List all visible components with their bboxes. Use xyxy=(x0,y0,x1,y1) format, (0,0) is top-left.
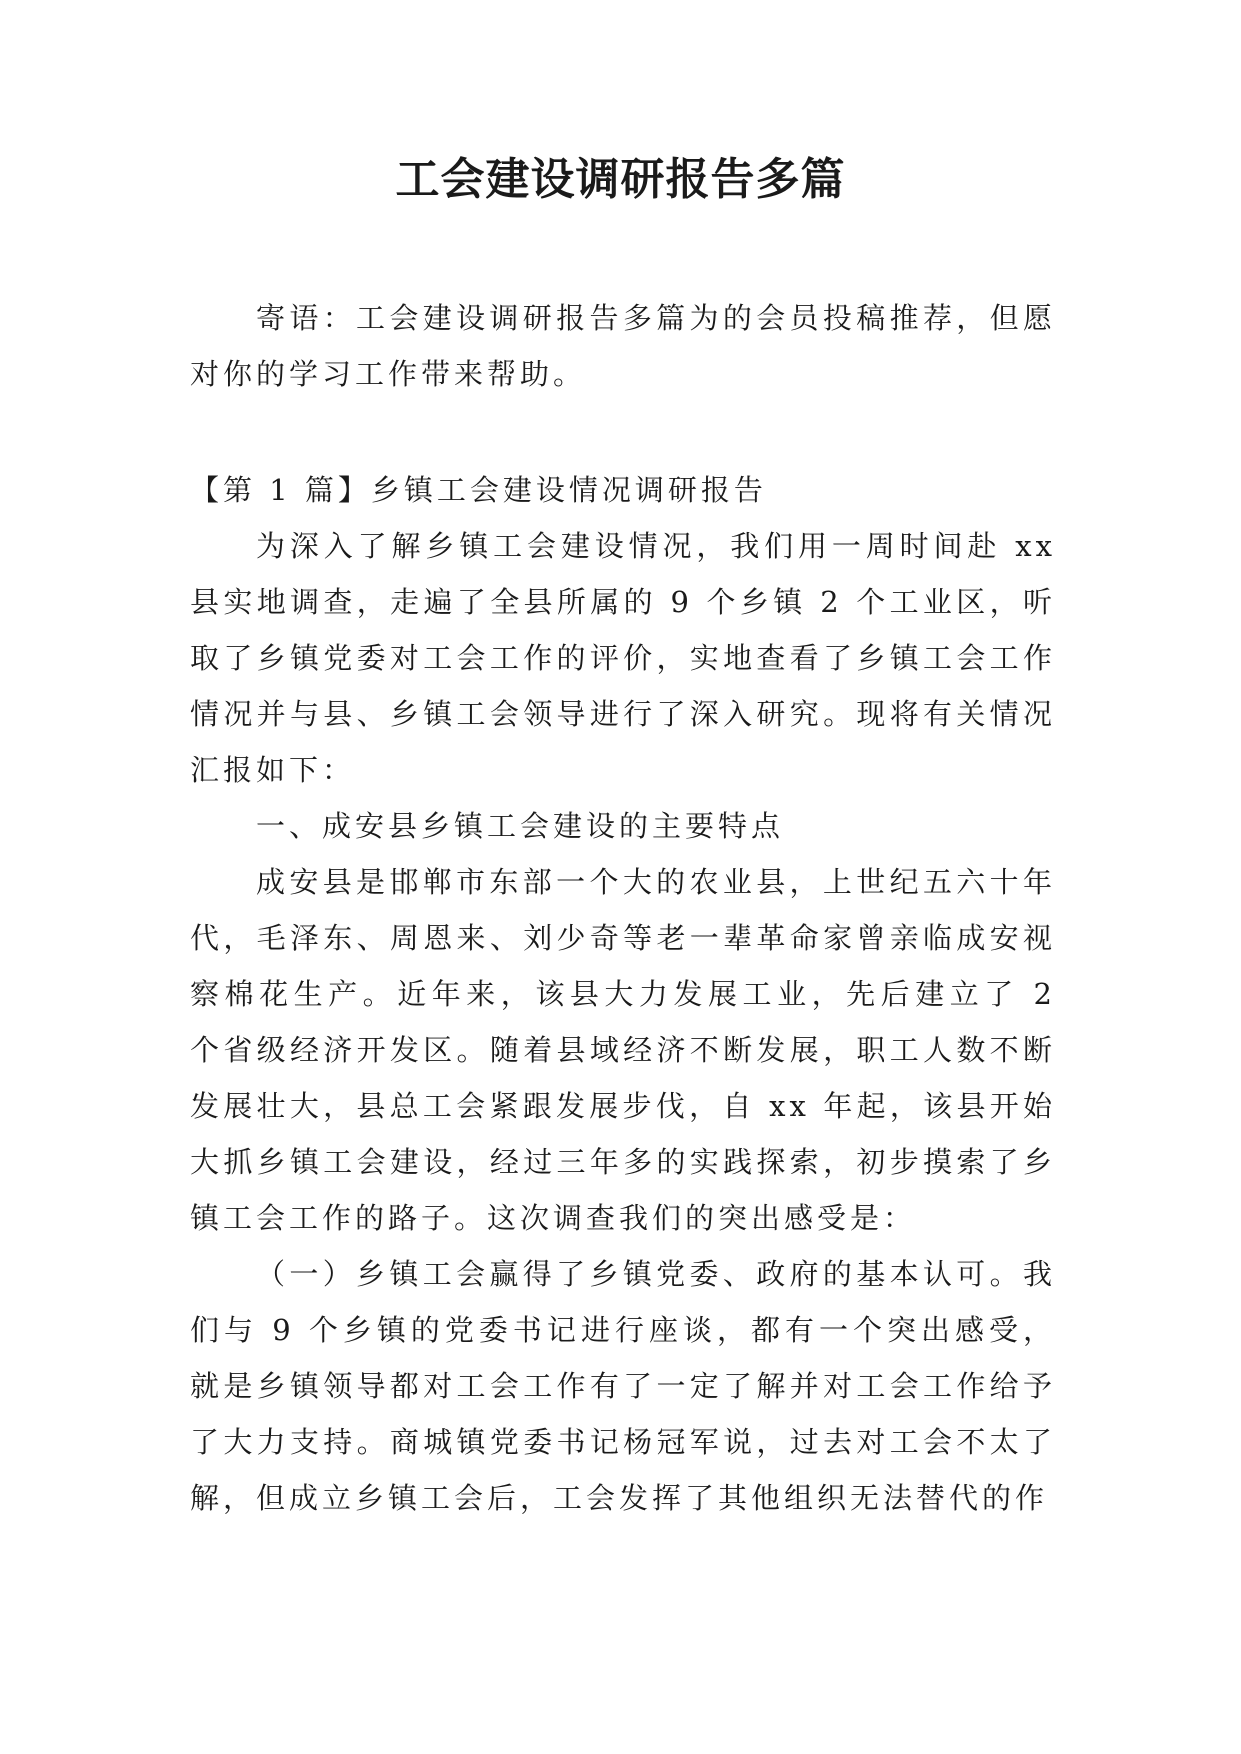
section-heading: 一、成安县乡镇工会建设的主要特点 xyxy=(256,809,785,843)
body-paragraph: （一）乡镇工会赢得了乡镇党委、政府的基本认可。我们与 9 个乡镇的党委书记进行座谈，都有一个突出感受，就是乡镇领导都对工会工作有了一定了解并对工会工作给予了大力支持。商城镇党委书记杨冠军说，过去对工会不太了解，但成立乡镇工会后，工会发挥了其他组织无法替代的作 xyxy=(190,1257,1056,1515)
body-paragraph: 成安县是邯郸市东部一个大的农业县，上世纪五六十年代，毛泽东、周恩来、刘少奇等老一辈革命家曾亲临成安视察棉花生产。近年来，该县大力发展工业，先后建立了 2 个省级经济开发区。随着县域经济不断发展，职工人数不断发展壮大，县总工会紧跟发展步伐，自 xx 年起，该县开始大抓乡镇工会建设，经过三年多的实践探索，初步摸索了乡镇工会工作的路子。这次调查我们的突出感受是： xyxy=(190,865,1056,1235)
chapter-block xyxy=(190,462,1056,1526)
intro-block xyxy=(190,290,1056,402)
intro-paragraph: 寄语：工会建设调研报告多篇为的会员投稿推荐，但愿对你的学习工作带来帮助。 xyxy=(190,301,1056,391)
document-title: 工会建设调研报告多篇 xyxy=(395,154,846,205)
body-paragraph: 为深入了解乡镇工会建设情况，我们用一周时间赴 xx 县实地调查，走遍了全县所属的 9 个乡镇 2 个工业区，听取了乡镇党委对工会工作的评价，实地查看了乡镇工会工作情况并与县、乡镇工会领导进行了深入研究。现将有关情况汇报如下： xyxy=(190,529,1056,787)
chapter-heading: 【第 1 篇】乡镇工会建设情况调研报告 xyxy=(190,473,767,507)
